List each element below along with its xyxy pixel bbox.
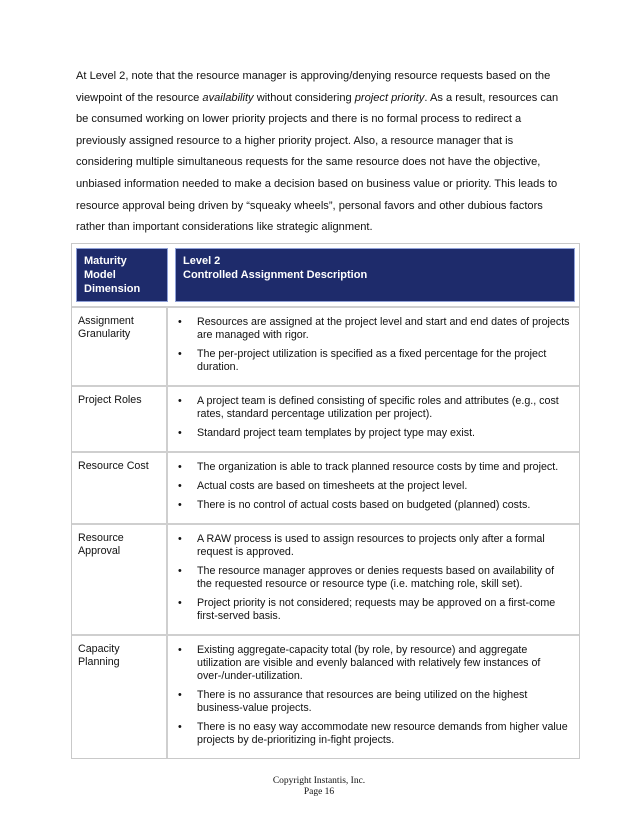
list-item: • Actual costs are based on timesheets at the project level. bbox=[174, 480, 571, 493]
row-dimension: Capacity Planning bbox=[72, 636, 168, 758]
row-description bbox=[168, 636, 579, 758]
table-row bbox=[72, 525, 579, 636]
list-item: • Existing aggregate-capacity total (by role, by resource) and aggregate utilization are visible and evenly balanced with relatively few instances of over-/under-utilization. bbox=[174, 644, 571, 683]
list-item: • The resource manager approves or denies requests based on availability of the requested resource or resource type (i.e. matching role, skill set). bbox=[174, 565, 571, 591]
row-description bbox=[168, 308, 579, 385]
intro-text-2: without considering bbox=[253, 91, 355, 104]
header-dimension-line2: Dimension bbox=[84, 283, 141, 295]
header-description-cell bbox=[174, 247, 576, 303]
bullet-list bbox=[174, 395, 571, 440]
row-dimension: Project Roles bbox=[72, 387, 168, 451]
list-item: • Standard project team templates by project type may exist. bbox=[174, 427, 571, 440]
header-dimension-line1: Maturity Model bbox=[84, 255, 127, 281]
page-footer bbox=[0, 776, 638, 798]
copyright-text: Copyright Instantis, Inc. bbox=[272, 776, 366, 786]
page-number: Page 16 bbox=[303, 787, 335, 797]
list-item: • There is no easy way accommodate new resource demands from higher value projects by de-prioritizing in-fight projects. bbox=[174, 721, 571, 747]
maturity-table bbox=[71, 243, 580, 759]
intro-emphasis-project-priority: project priority bbox=[354, 91, 425, 104]
intro-text-1: At Level 2, note that the resource manager is approving/denying resource requests based on the viewpoint of the resource bbox=[76, 70, 551, 104]
row-description bbox=[168, 525, 579, 634]
list-item: • The per-project utilization is specified as a fixed percentage for the project duration. bbox=[174, 348, 571, 374]
list-item: • A project team is defined consisting of specific roles and attributes (e.g., cost rates, standard percentage utilization per project). bbox=[174, 395, 571, 421]
row-dimension: Assignment Granularity bbox=[72, 308, 168, 385]
table-row bbox=[72, 387, 579, 453]
intro-text-3: . As a result, resources can be consumed working on lower priority projects and there is no formal process to redirect a previously assigned resource to a higher priority project. Also, a resource manager that is considering multiple simultaneous requests for the same resource does not have the objective, unbiased information needed to make a decision based on business value or priority. This leads to resource approval being driven by “squeaky wheels”, personal favors and other dubious factors rather than important considerations like strategic alignment. bbox=[76, 91, 559, 234]
intro-paragraph bbox=[76, 66, 566, 239]
list-item: • Project priority is not considered; requests may be approved on a first-come first-served basis. bbox=[174, 597, 571, 623]
row-dimension: Resource Approval bbox=[72, 525, 168, 634]
bullet-list bbox=[174, 461, 571, 512]
bullet-list bbox=[174, 644, 571, 747]
list-item: • The organization is able to track planned resource costs by time and project. bbox=[174, 461, 571, 474]
table-row bbox=[72, 453, 579, 525]
header-description-label: Controlled Assignment Description bbox=[183, 269, 368, 281]
intro-emphasis-availability: availability bbox=[202, 91, 254, 104]
list-item: • Resources are assigned at the project level and start and end dates of projects are managed with rigor. bbox=[174, 316, 571, 342]
table-row bbox=[72, 636, 579, 758]
row-dimension: Resource Cost bbox=[72, 453, 168, 523]
list-item: • There is no assurance that resources are being utilized on the highest business-value projects. bbox=[174, 689, 571, 715]
bullet-list bbox=[174, 533, 571, 623]
table-row bbox=[72, 308, 579, 387]
list-item: • There is no control of actual costs based on budgeted (planned) costs. bbox=[174, 499, 571, 512]
table-header-row bbox=[72, 244, 579, 308]
list-item: • A RAW process is used to assign resources to projects only after a formal request is approved. bbox=[174, 533, 571, 559]
header-level-label: Level 2 bbox=[183, 255, 221, 267]
row-description bbox=[168, 387, 579, 451]
header-dimension-cell bbox=[75, 247, 168, 303]
bullet-list bbox=[174, 316, 571, 374]
row-description bbox=[168, 453, 579, 523]
